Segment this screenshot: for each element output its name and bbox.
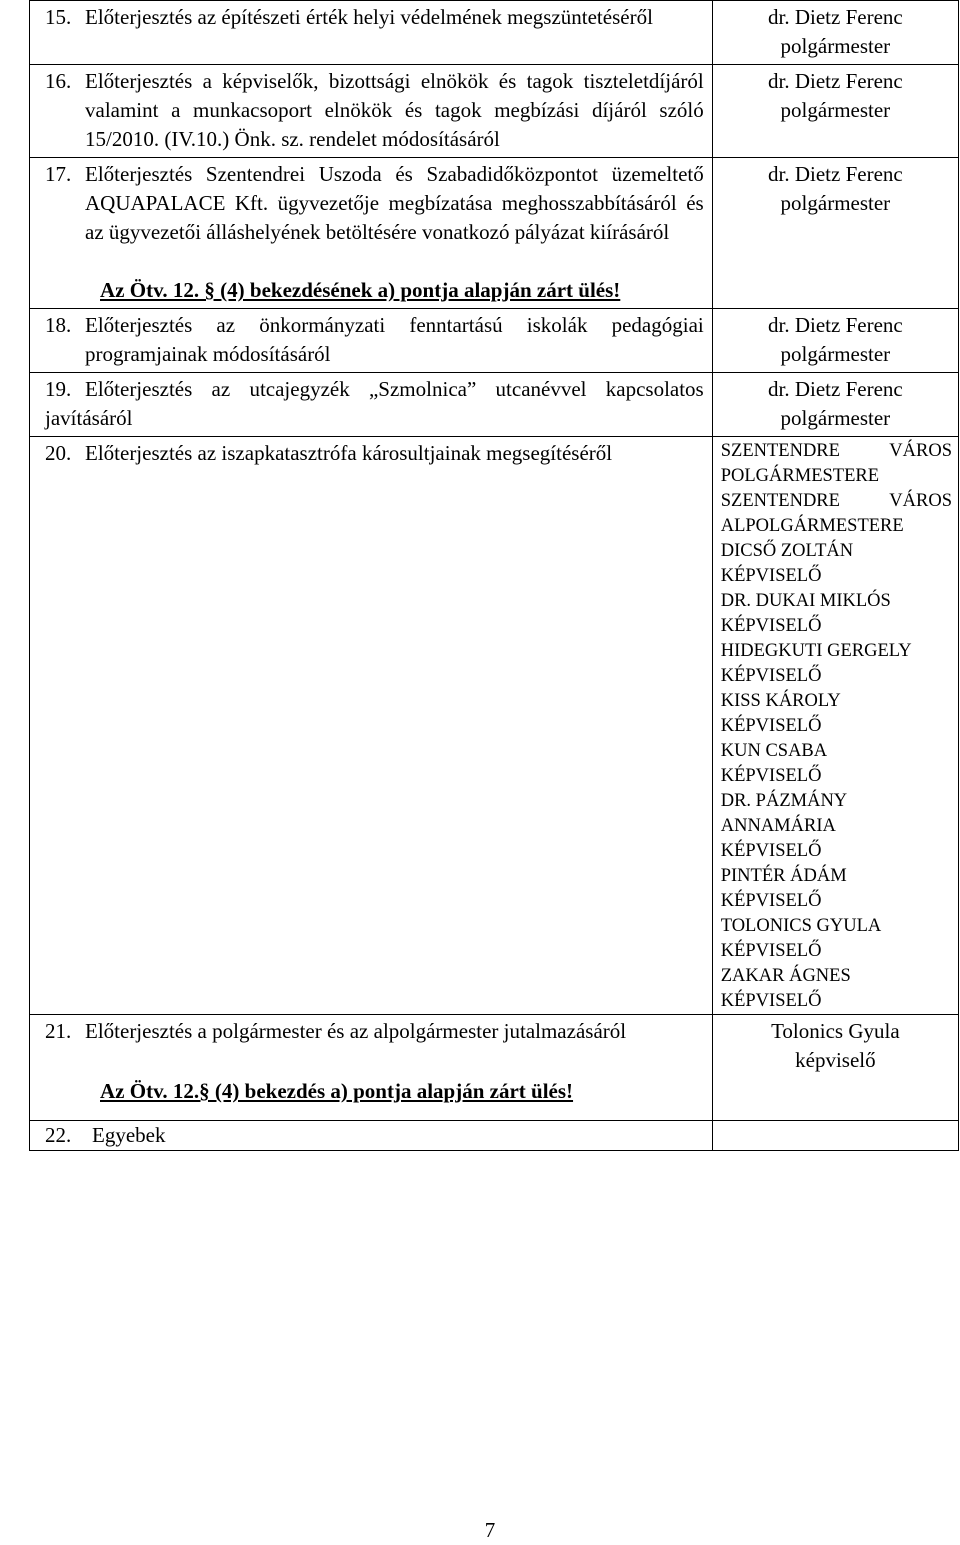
item-cell <box>30 1121 713 1151</box>
presenter-line: KÉPVISELŐ <box>720 941 822 961</box>
item-cell <box>30 437 713 1015</box>
presenter-line: KISS KÁROLY <box>720 691 841 711</box>
item-title: Előterjesztés a képviselők, bizottsági elnökök és tagok tiszteletdíjáról valamint a munkacsoport elnökök és tagok megbízási díjáról szóló 15/2010. (IV.10.) Önk. sz. rendelet módosításáról <box>85 69 704 151</box>
item-cell <box>30 65 713 158</box>
item-title: Előterjesztés az önkormányzati fenntartású iskolák pedagógiai programjainak módosításáról <box>85 313 704 366</box>
item-cell <box>30 1 713 65</box>
agenda-item-20 <box>30 437 712 471</box>
presenter-line: SZENTENDRE VÁROS <box>720 491 952 511</box>
presenter-line: KÉPVISELŐ <box>720 766 822 786</box>
presenter-role: polgármester <box>780 34 891 58</box>
item-cell <box>30 373 713 437</box>
presenter-role: polgármester <box>780 98 891 122</box>
agenda-item-19 <box>30 373 712 436</box>
item-cell <box>30 158 713 309</box>
presenter <box>713 1015 958 1078</box>
agenda-item-21 <box>30 1015 712 1049</box>
agenda-row-20 <box>30 437 959 1015</box>
item-number: 15. <box>45 5 72 29</box>
presenter <box>713 65 958 128</box>
presenter-line: KÉPVISELŐ <box>720 616 822 636</box>
item-number: 16. <box>45 69 72 93</box>
presenter-name: dr. Dietz Ferenc <box>768 5 903 29</box>
closed-session-note: Az Ötv. 12.§ (4) bekezdés a) pontja alapján zárt ülés! <box>100 1079 574 1103</box>
item-title: Előterjesztés Szentendrei Uszoda és Szabadidőközpontot üzemeltető AQUAPALACE Kft. ügyvezetője megbízatása meghosszabbításáról és az ügyvezetői álláshelyének betöltésére vonatkozó pályázat kiírásáról <box>85 162 704 244</box>
closed-session-note: Az Ötv. 12. § (4) bekezdésének a) pontja alapján zárt ülés! <box>100 278 621 302</box>
presenter-line: KÉPVISELŐ <box>720 666 822 686</box>
presenter-line: KÉPVISELŐ <box>720 566 822 586</box>
presenter-role: képviselő <box>795 1048 876 1072</box>
presenter-line: PINTÉR ÁDÁM <box>720 866 847 886</box>
agenda-row-19 <box>30 373 959 437</box>
presenter-cell <box>712 158 958 309</box>
presenter-line: ZAKAR ÁGNES <box>720 966 851 986</box>
presenter <box>713 373 958 436</box>
agenda-table <box>29 0 959 1151</box>
presenter-cell <box>712 1015 958 1121</box>
presenter-line: KÉPVISELŐ <box>720 716 822 736</box>
agenda-row-22 <box>30 1121 959 1151</box>
presenter-cell <box>712 309 958 373</box>
agenda-row-16 <box>30 65 959 158</box>
presenter-line: KÉPVISELŐ <box>720 891 822 911</box>
page-number: 7 <box>484 1518 496 1542</box>
presenter-role: polgármester <box>780 406 891 430</box>
agenda-item-17 <box>30 158 712 250</box>
presenter-line: HIDEGKUTI GERGELY <box>720 641 912 661</box>
agenda-row-21 <box>30 1015 959 1121</box>
presenter-line: KÉPVISELŐ <box>720 991 822 1011</box>
presenter-line: DICSŐ ZOLTÁN <box>720 541 854 561</box>
presenter <box>713 158 958 221</box>
presenter-cell <box>712 65 958 158</box>
presenter-name: dr. Dietz Ferenc <box>768 377 903 401</box>
presenter-line: SZENTENDRE VÁROS <box>720 441 952 461</box>
presenter-line: DR. DUKAI MIKLÓS <box>720 591 891 611</box>
item-title: Egyebek <box>92 1123 166 1147</box>
agenda-row-17 <box>30 158 959 309</box>
presenter-line: ANNAMÁRIA <box>720 816 836 836</box>
presenter-cell <box>712 437 958 1015</box>
item-number: 19. <box>45 377 72 401</box>
presenter-role: polgármester <box>780 342 891 366</box>
item-title: Előterjesztés az iszapkatasztrófa károsultjainak megsegítéséről <box>85 441 613 465</box>
agenda-item-15 <box>30 1 712 35</box>
agenda-item-18 <box>30 309 712 372</box>
item-title: Előterjesztés az utcajegyzék „Szmolnica” utcanévvel kapcsolatos javításáról <box>45 377 704 430</box>
presenter-line: KUN CSABA <box>720 741 828 761</box>
agenda-item-16 <box>30 65 712 157</box>
presenter-role: polgármester <box>780 191 891 215</box>
presenter <box>713 1 958 64</box>
presenter-name: Tolonics Gyula <box>771 1019 900 1043</box>
presenter-line: DR. PÁZMÁNY <box>720 791 848 811</box>
item-cell <box>30 309 713 373</box>
presenter-name: dr. Dietz Ferenc <box>768 69 903 93</box>
presenter-name: dr. Dietz Ferenc <box>768 313 903 337</box>
presenter-cell <box>712 1 958 65</box>
presenter-line: TOLONICS GYULA <box>720 916 882 936</box>
item-cell <box>30 1015 713 1121</box>
item-number: 20. <box>45 441 72 465</box>
presenter <box>713 309 958 372</box>
agenda-row-18 <box>30 309 959 373</box>
item-number: 22. <box>45 1123 72 1147</box>
item-title: Előterjesztés az építészeti érték helyi védelmének megszüntetéséről <box>85 5 653 29</box>
presenter-list <box>713 437 958 1014</box>
item-number: 21. <box>45 1019 72 1043</box>
presenter-line: ALPOLGÁRMESTERE <box>720 516 904 536</box>
presenter-line: POLGÁRMESTERE <box>720 466 880 486</box>
presenter-cell <box>712 373 958 437</box>
item-number: 17. <box>45 162 72 186</box>
agenda-row-15 <box>30 1 959 65</box>
presenter-name: dr. Dietz Ferenc <box>768 162 903 186</box>
agenda-item-22 <box>30 1121 712 1150</box>
presenter-line: KÉPVISELŐ <box>720 841 822 861</box>
item-title: Előterjesztés a polgármester és az alpolgármester jutalmazásáról <box>85 1019 627 1043</box>
presenter-cell <box>712 1121 958 1151</box>
item-number: 18. <box>45 313 72 337</box>
